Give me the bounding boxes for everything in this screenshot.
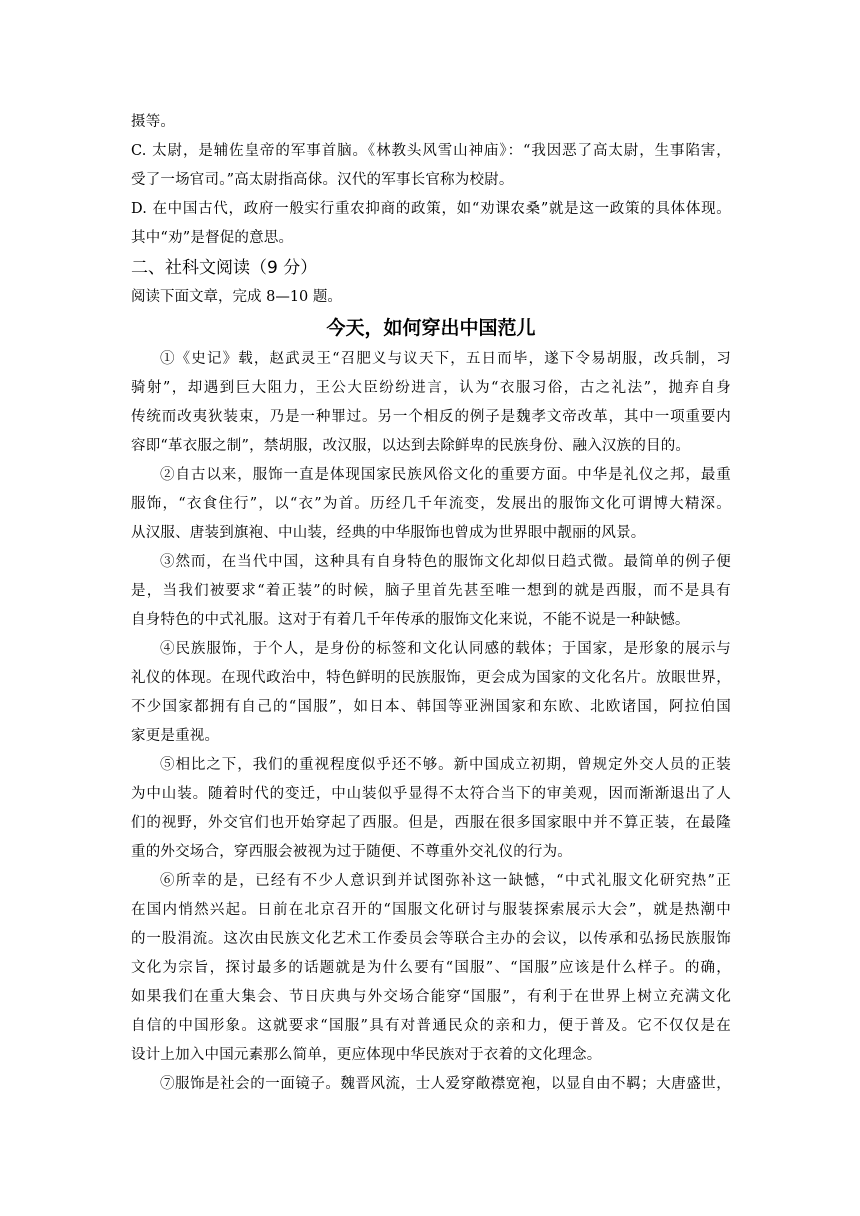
- paragraph-3: [131, 548, 731, 635]
- text-line: ①《史记》载，赵武灵王“召肥义与议天下，五日而毕，遂下令易胡服，改兵制，习: [160, 351, 731, 367]
- text-line: ②自古以来，服饰一直是体现国家民族风俗文化的重要方面。中华是礼仪之邦，最重: [160, 467, 731, 483]
- text-line: 是，当我们被要求“着正装”的时候，脑子里首先甚至唯一想到的就是西服，而不是具有: [131, 583, 731, 599]
- section-heading: 二、社科文阅读（9 分）: [131, 258, 318, 278]
- text-line: ⑤相比之下，我们的重视程度似乎还不够。新中国成立初期，曾规定外交人员的正装: [160, 757, 731, 773]
- paragraph-4: [131, 635, 731, 751]
- text-line: 文化为宗旨，探讨最多的话题就是为什么要有“国服”、“国服”应该是什么样子。的确，: [131, 960, 731, 976]
- text-line: 其中“劝”是督促的意思。: [131, 230, 294, 246]
- article-body: [131, 345, 731, 1099]
- section-instruction: 阅读下面文章，完成 8—10 题。: [131, 289, 342, 305]
- text-line: ⑦服饰是社会的一面镜子。魏晋风流，士人爱穿敞襟宽袍，以显自由不羁；大唐盛世，: [160, 1076, 731, 1092]
- text-line: 不少国家都拥有自己的“国服”，如日本、韩国等亚洲国家和东欧、北欧诸国，阿拉伯国: [131, 699, 731, 715]
- text-line: 服饰，“衣食住行”，以“衣”为首。历经几千年流变，发展出的服饰文化可谓博大精深。: [131, 496, 731, 512]
- text-line: 自信的中国形象。这就要求“国服”具有对普通民众的亲和力，便于普及。它不仅仅是在: [131, 1018, 731, 1034]
- text-line: 受了一场官司。”高太尉指高俅。汉代的军事长官称为校尉。: [131, 172, 514, 188]
- text-line: 从汉服、唐装到旗袍、中山装，经典的中华服饰也曾成为世界眼中靓丽的风景。: [131, 525, 646, 541]
- text-line: 重的外交场合，穿西服会被视为过于随便、不尊重外交礼仪的行为。: [131, 844, 572, 860]
- text-line: ③然而，在当代中国，这种具有自身特色的服饰文化却似日趋式微。最简单的例子便: [160, 554, 731, 570]
- paragraph-2: [131, 461, 731, 548]
- paragraph-6: [131, 867, 731, 1070]
- text-line: 传统而改夷狄装束，乃是一种罪过。另一个相反的例子是魏孝文帝改革，其中一项重要内: [131, 409, 731, 425]
- text-line: 礼仪的体现。在现代政治中，特色鲜明的民族服饰，更会成为国家的文化名片。放眼世界，: [131, 670, 731, 686]
- article-title: 今天，如何穿出中国范儿: [326, 317, 536, 339]
- text-line: 容即“革衣服之制”，禁胡服，改汉服，以达到去除鲜卑的民族身份、融入汉族的目的。: [131, 438, 691, 454]
- text-line: 们的视野，外交官们也开始穿起了西服。但是，西服在很多国家眼中并不算正装，在最隆: [131, 815, 731, 831]
- text-line: 自身特色的中式礼服。这对于有着几千年传承的服饰文化来说，不能不说是一种缺憾。: [131, 612, 690, 628]
- text-line: D. 在中国古代，政府一般实行重农抑商的政策，如“劝课农桑”就是这一政策的具体体现。: [131, 201, 731, 217]
- text-line: 在国内悄然兴起。日前在北京召开的“国服文化研讨与服装探索展示大会”，就是热潮中: [131, 902, 731, 918]
- text-line: 设计上加入中国元素那么简单，更应体现中华民族对于衣着的文化理念。: [131, 1047, 602, 1063]
- text-line: 为中山装。随着时代的变迁，中山装似乎显得不太符合当下的审美观，因而渐渐退出了人: [131, 786, 731, 802]
- text-line: 的一股涓流。这次由民族文化艺术工作委员会等联合主办的会议，以传承和弘扬民族服饰: [131, 931, 731, 947]
- text-line: 摄等。: [131, 114, 176, 130]
- text-line: 骑射”，却遇到巨大阻力，王公大臣纷纷进言，认为“衣服习俗，古之礼法”，抛弃自身: [131, 380, 731, 396]
- text-line: C. 太尉，是辅佐皇帝的军事首脑。《林教头风雪山神庙》：“我因恶了高太尉，生事陷害，: [131, 143, 731, 159]
- previous-question-options: [131, 108, 731, 253]
- text-line: ④民族服饰，于个人，是身份的标签和文化认同感的载体；于国家，是形象的展示与: [160, 641, 731, 657]
- paragraph-1: [131, 345, 731, 461]
- text-line: 如果我们在重大集会、节日庆典与外交场合能穿“国服”，有利于在世界上树立充满文化: [131, 989, 731, 1005]
- text-line: 家更是重视。: [131, 728, 220, 744]
- page-content: [131, 108, 731, 1099]
- paragraph-5: [131, 751, 731, 867]
- paragraph-7: [131, 1070, 731, 1099]
- text-line: ⑥所幸的是，已经有不少人意识到并试图弥补这一缺憾，“中式礼服文化研究热”正: [160, 873, 731, 889]
